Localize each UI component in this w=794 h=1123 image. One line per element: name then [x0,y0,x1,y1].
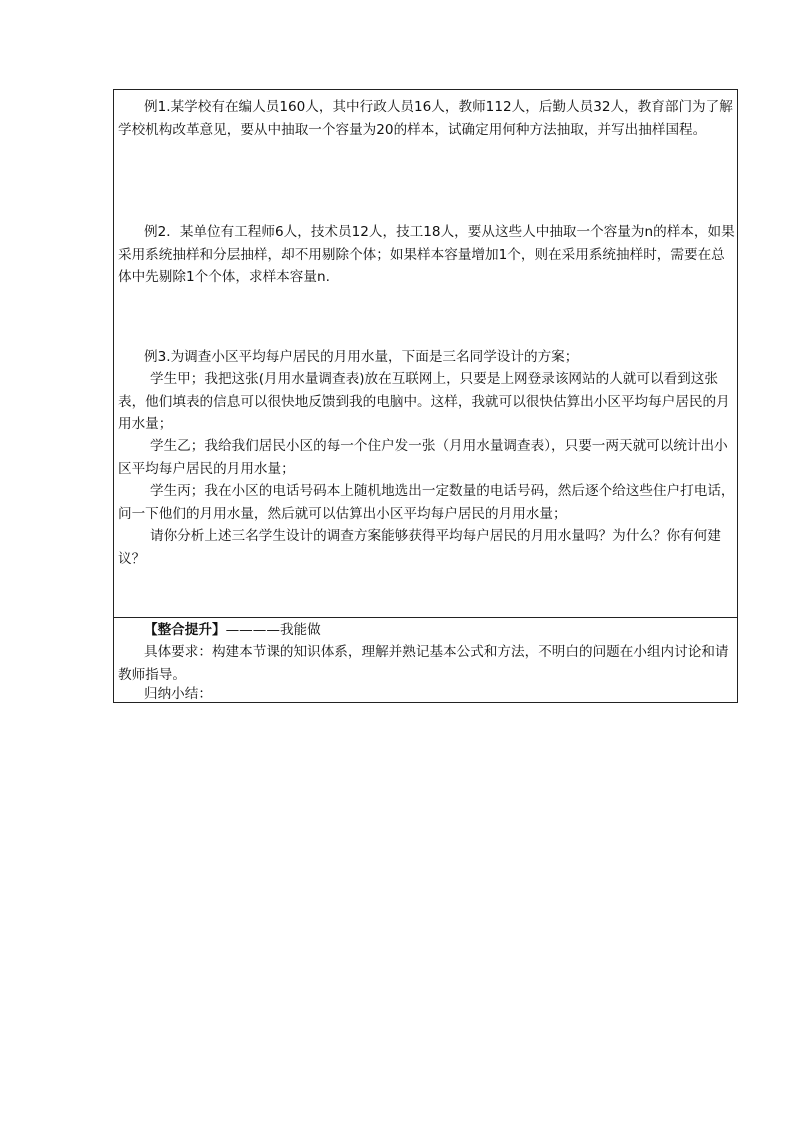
summary-cell [114,618,737,702]
student-b-plan: 学生乙；我给我们居民小区的每一个住户发一张（月用水量调查表），只要一两天就可以统计出小区平均每户居民的月用水量； [118,438,728,477]
example-2: 例2．某单位有工程师6人，技术员12人，技工18人，要从这些人中抽取一个容量为n的样本，如果采用系统抽样和分层抽样，却不用剔除个体；如果样本容量增加1个，则在采用系统抽样时，需要在总体中先剔除1个个体，求样本容量n. [118,224,735,285]
worksheet-table [113,89,738,703]
summary-heading-line [118,619,735,642]
summary-conclusion-label: 归纳小结： [144,686,212,702]
summary-heading-suffix: ————我能做 [225,622,321,638]
summary-heading: 【整合提升】 [144,622,226,638]
examples-cell [114,90,737,618]
example-3-intro: 例3.为调查小区平均每户居民的月用水量，下面是三名同学设计的方案； [144,349,579,365]
example-1: 例1.某学校有在编人员160人，其中行政人员16人，教师112人，后勤人员32人，教育部门为了解学校机构改革意见，要从中抽取一个容量为20的样本，试确定用何种方法抽取，并写出抽样国程。 [118,99,733,138]
student-c-plan: 学生丙；我在小区的电话号码本上随机地选出一定数量的电话号码，然后逐个给这些住户打电话，问一下他们的月用水量，然后就可以估算出小区平均每户居民的月用水量； [118,483,735,522]
student-a-plan: 学生甲；我把这张(月用水量调查表)放在互联网上，只要是上网登录该网站的人就可以看到这张表，他们填表的信息可以很快地反馈到我的电脑中。这样，我就可以很快估算出小区平均每户居民的月用水量； [118,371,730,432]
example-3-question: 请你分析上述三名学生设计的调查方案能够获得平均每户居民的月用水量吗？为什么？你有何建议？ [118,528,721,567]
summary-requirement: 具体要求：构建本节课的知识体系，理解并熟记基本公式和方法，不明白的问题在小组内讨论和请教师指导。 [118,644,729,683]
